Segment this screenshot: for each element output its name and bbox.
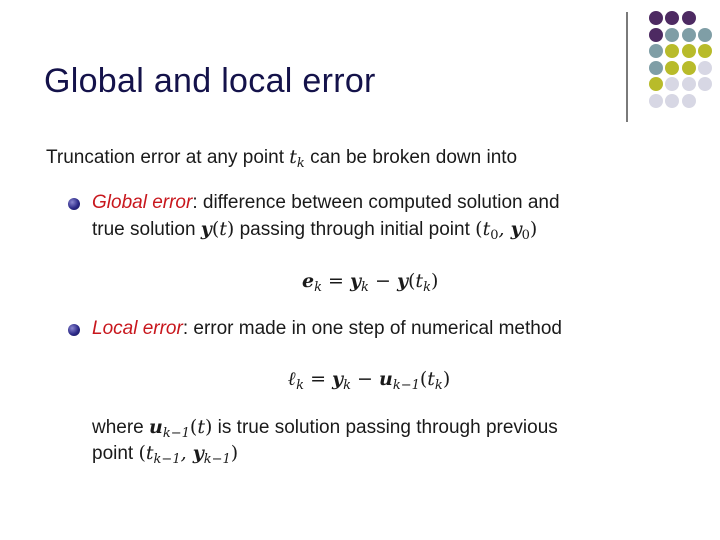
decorative-dot <box>682 94 696 108</box>
decorative-dot <box>649 61 663 75</box>
global-error-line2-middle: passing through initial point <box>234 219 476 240</box>
previous-point-math: ($t_{k-1}$, $y_{k-1}$) <box>138 442 239 467</box>
where-line2-prefix: point <box>92 443 139 464</box>
global-error-line2-prefix: true solution <box>92 219 201 240</box>
decorative-dot <box>665 11 679 25</box>
where-line2 <box>92 442 238 465</box>
previous-solution-math: $u_{k-1}(t)$ <box>149 416 213 441</box>
true-solution-math: y(t) <box>200 218 235 240</box>
where-line1-rest: is true solution passing through previous <box>212 417 558 438</box>
decorative-dot <box>698 44 712 58</box>
decorative-divider <box>626 12 628 122</box>
intro-suffix: can be broken down into <box>304 147 518 168</box>
bullet-icon <box>68 324 80 336</box>
decorative-dot <box>682 44 696 58</box>
intro-math: $t_k$ <box>289 146 305 171</box>
decorative-dot <box>649 28 663 42</box>
local-error-line1 <box>92 318 562 340</box>
initial-point-math: ($t_0$, $y_0$) <box>475 218 538 243</box>
decorative-dot <box>649 77 663 91</box>
decorative-dot <box>682 28 696 42</box>
global-error-equation: $e_k = y_k - y(t_k)$ <box>302 270 439 295</box>
decorative-dot <box>698 28 712 42</box>
where-prefix: where <box>92 417 150 438</box>
local-error-term: Local error <box>92 318 183 339</box>
global-error-definition: : difference between computed solution and <box>192 192 560 213</box>
decorative-dot <box>665 44 679 58</box>
decorative-dot <box>698 77 712 91</box>
intro-text: Truncation error at any point <box>46 147 290 168</box>
local-error-equation: ℓ$_k$ = $y_k - u_{k-1}(t_k)$ <box>288 368 451 393</box>
decorative-dot <box>665 61 679 75</box>
decorative-dot <box>665 77 679 91</box>
decorative-dot <box>682 77 696 91</box>
where-line1 <box>92 416 558 439</box>
global-error-line1 <box>92 192 560 214</box>
decorative-dot <box>649 94 663 108</box>
decorative-dot <box>682 61 696 75</box>
bullet-icon <box>68 198 80 210</box>
decorative-dot <box>665 28 679 42</box>
decorative-dot <box>682 11 696 25</box>
decorative-dot-grid <box>634 8 720 128</box>
local-error-definition: : error made in one step of numerical method <box>182 318 562 339</box>
slide-title: Global and local error <box>44 62 376 100</box>
global-error-line2 <box>92 218 537 241</box>
decorative-dot <box>698 61 712 75</box>
intro-line <box>46 146 517 169</box>
global-error-term: Global error <box>92 192 193 213</box>
decorative-dot <box>665 94 679 108</box>
decorative-dot <box>649 44 663 58</box>
decorative-dot <box>649 11 663 25</box>
